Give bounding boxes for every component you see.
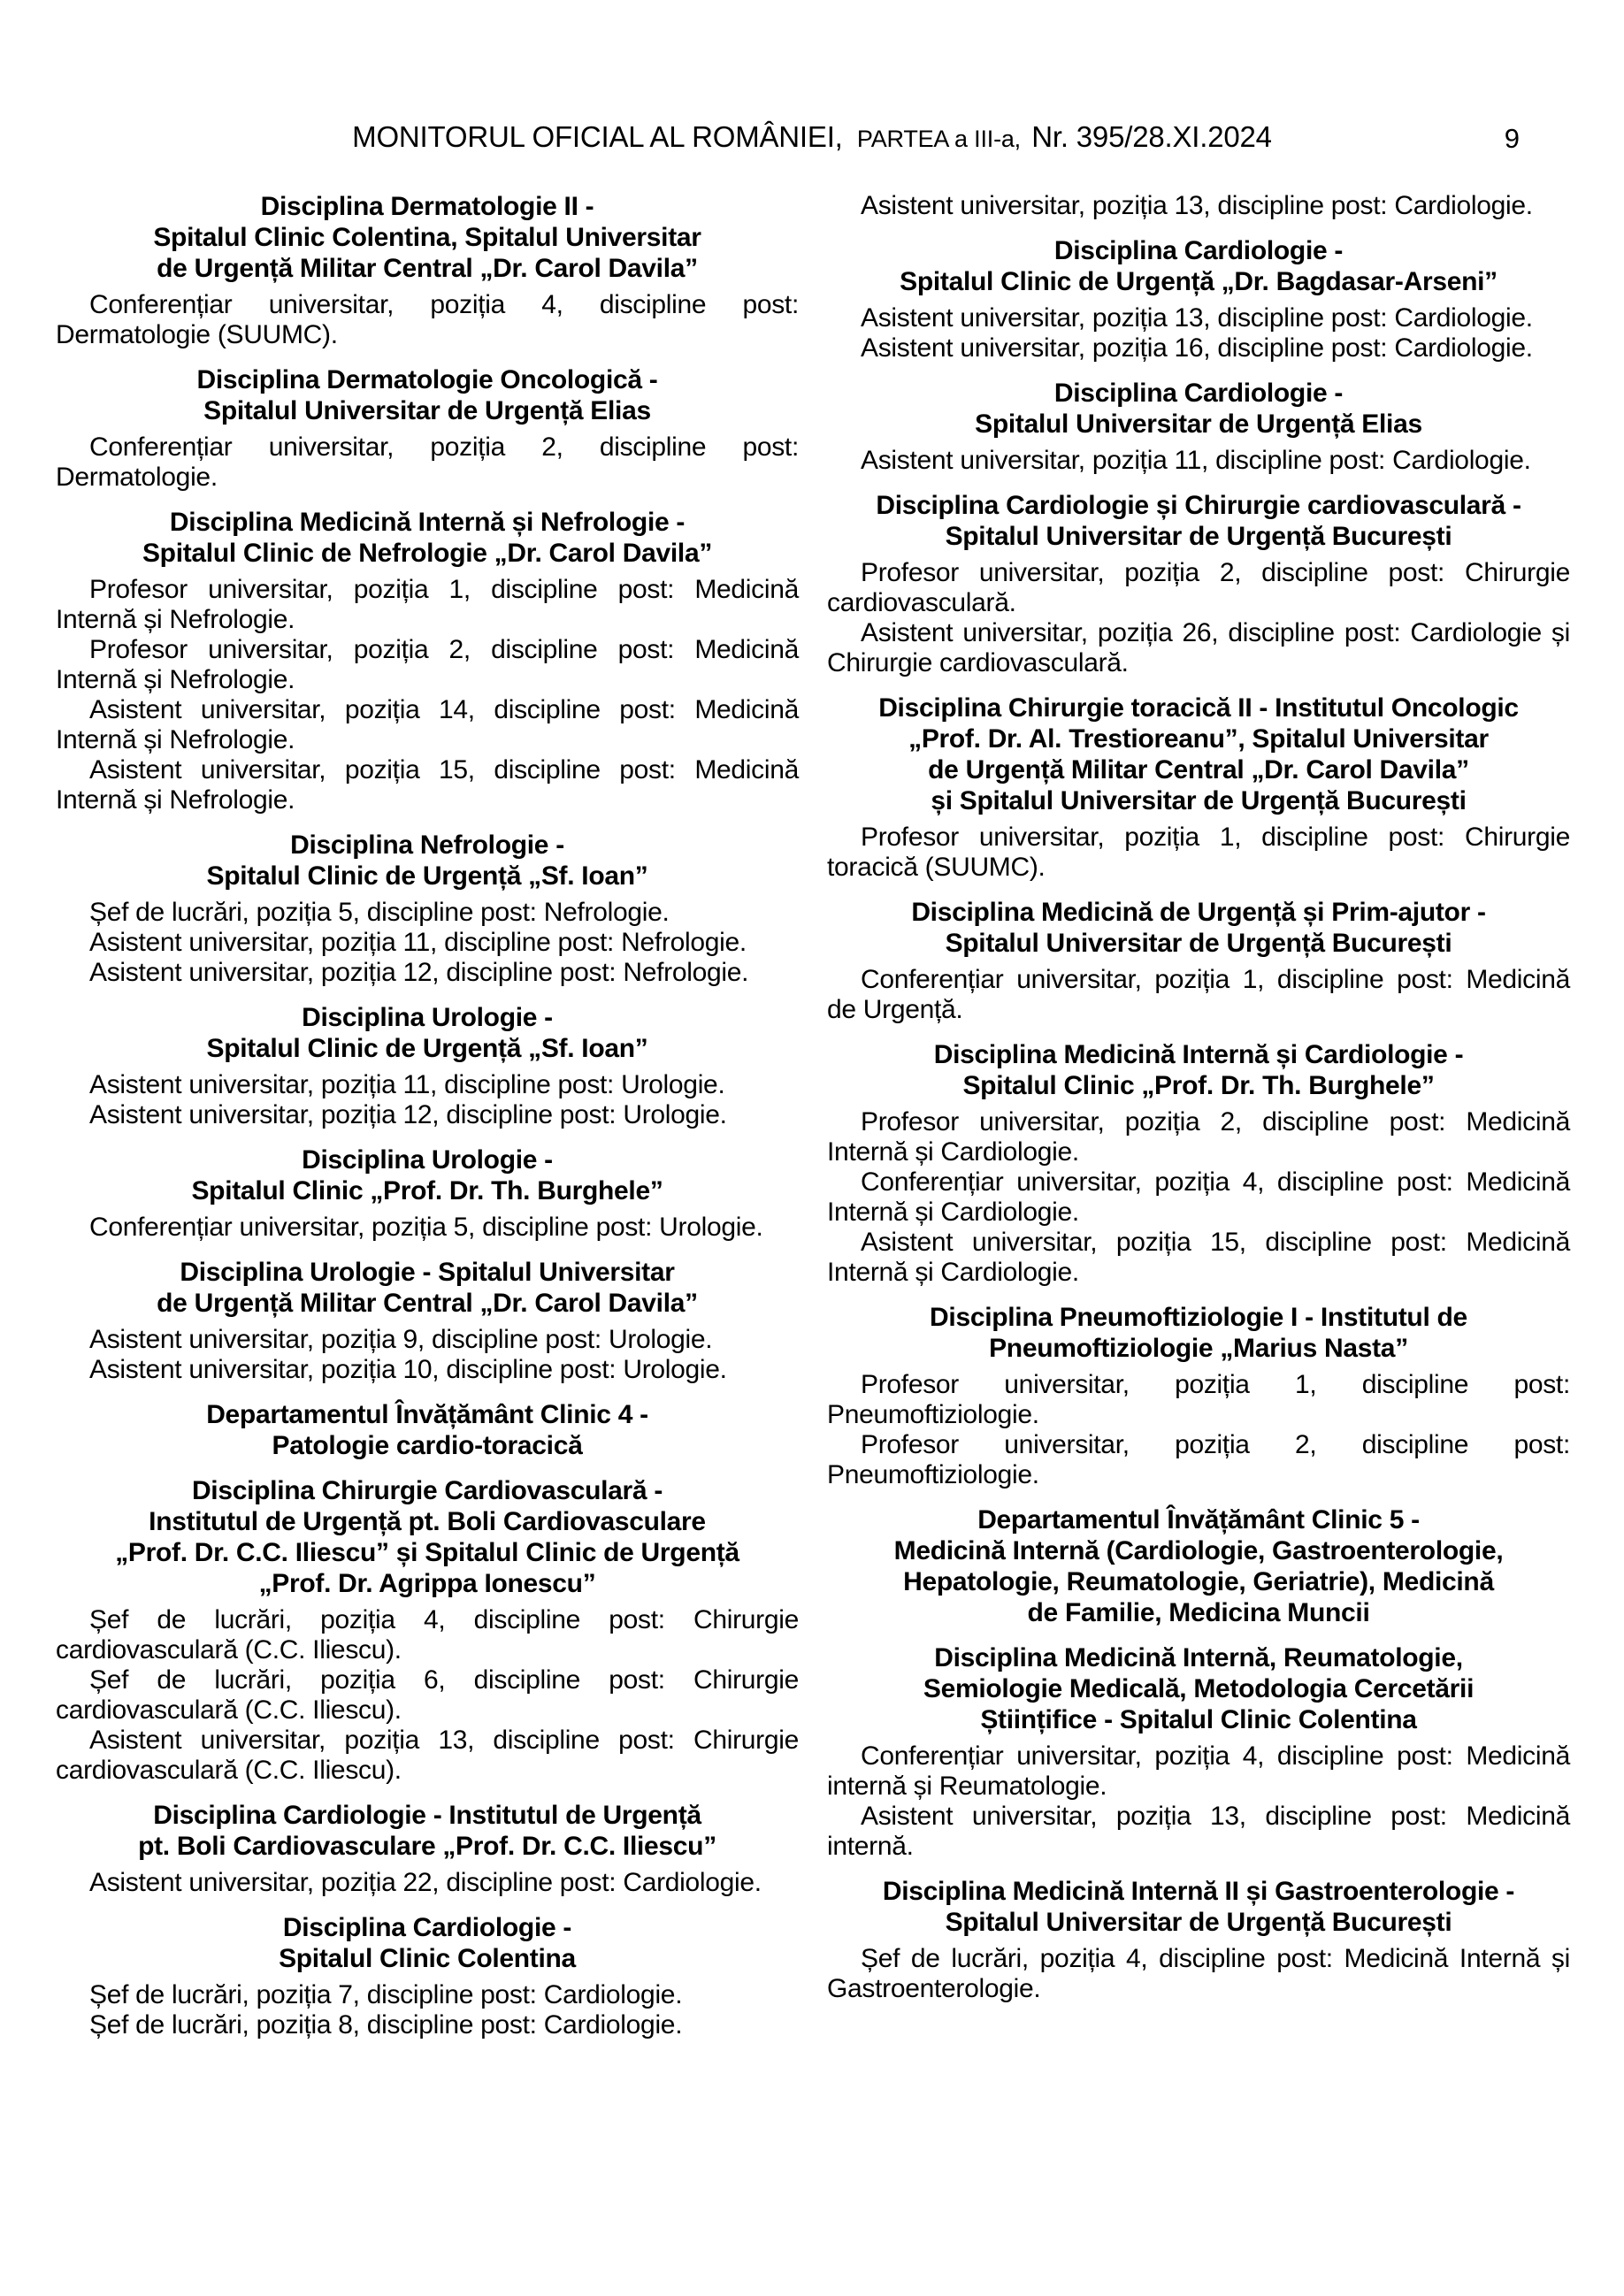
heading-line: Spitalul Clinic de Urgență „Sf. Ioan”: [206, 861, 648, 891]
heading-line: Disciplina Nefrologie -: [290, 830, 564, 860]
heading-line: Spitalul Clinic Colentina: [279, 1944, 576, 1973]
paragraph: Asistent universitar, poziția 13, discipline post: Cardiologie.: [861, 303, 1533, 333]
section-heading: [56, 507, 799, 569]
paragraph: Asistent universitar, poziția 16, discipline post: Cardiologie.: [861, 333, 1533, 363]
heading-line: Spitalul Clinic „Prof. Dr. Th. Burghele”: [191, 1176, 663, 1205]
section-heading: [56, 191, 799, 284]
heading-line: de Urgență Militar Central „Dr. Carol Davila”: [157, 254, 698, 283]
paragraph: Profesor universitar, poziția 2, discipline post: Pneumoftiziologie.: [827, 1430, 1570, 1489]
section-heading: [827, 1504, 1570, 1628]
paragraph: Asistent universitar, poziția 11, discipline post: Cardiologie.: [861, 446, 1531, 475]
heading-line: Disciplina Medicină Internă și Cardiologie -: [933, 1040, 1464, 1069]
heading-line: Pneumoftiziologie „Marius Nasta”: [989, 1334, 1408, 1363]
heading-line: Disciplina Cardiologie -: [1053, 236, 1344, 265]
header-part-label: PARTEA a III-a,: [856, 126, 1021, 152]
paragraph: Șef de lucrări, poziția 7, discipline post: Cardiologie.: [89, 1980, 683, 2009]
heading-line: Spitalul Universitar de Urgență București: [945, 522, 1452, 551]
heading-line: Disciplina Chirurgie toracică II - Institutul Oncologic: [878, 693, 1519, 723]
paragraph: Șef de lucrări, poziția 5, discipline post: Nefrologie.: [89, 898, 670, 927]
heading-line: de Urgență Militar Central „Dr. Carol Davila”: [928, 755, 1469, 784]
heading-line: Medicină Internă (Cardiologie, Gastroenterologie,: [893, 1536, 1504, 1565]
paragraph: Șef de lucrări, poziția 6, discipline post: Chirurgie cardiovasculară (C.C. Iliescu).: [56, 1665, 799, 1725]
heading-line: Spitalul Clinic de Nefrologie „Dr. Carol Davila”: [142, 539, 713, 568]
section-heading: [827, 235, 1570, 297]
header-issue-number: Nr. 395/28.XI.2024: [1031, 120, 1272, 153]
paragraph: Profesor universitar, poziția 2, discipline post: Medicină Internă și Nefrologie.: [56, 635, 799, 694]
section-heading: [56, 1002, 799, 1064]
paragraph: Șef de lucrări, poziția 8, discipline post: Cardiologie.: [89, 2010, 683, 2040]
section-heading: [827, 490, 1570, 552]
heading-line: „Prof. Dr. Agrippa Ionescu”: [258, 1569, 596, 1598]
header-title: MONITORUL OFICIAL AL ROMÂNIEI,: [352, 120, 843, 153]
heading-line: Disciplina Dermatologie Oncologică -: [196, 365, 658, 394]
heading-line: Spitalul Clinic de Urgență „Sf. Ioan”: [206, 1034, 648, 1063]
heading-line: Disciplina Urologie - Spitalul Universitar: [180, 1258, 675, 1287]
heading-line: de Familie, Medicina Muncii: [1027, 1598, 1370, 1627]
heading-line: „Prof. Dr. Al. Trestioreanu”, Spitalul Universitar: [908, 724, 1489, 754]
section-heading: [827, 693, 1570, 816]
paragraph: Conferențiar universitar, poziția 1, discipline post: Medicină de Urgență.: [827, 965, 1570, 1024]
paragraph: Șef de lucrări, poziția 4, discipline post: Chirurgie cardiovasculară (C.C. Iliescu).: [56, 1605, 799, 1665]
section-heading: [56, 1144, 799, 1206]
section-heading: [56, 1399, 799, 1461]
paragraph: Asistent universitar, poziția 11, discipline post: Urologie.: [89, 1070, 725, 1099]
heading-line: Disciplina Medicină Internă II și Gastroenterologie -: [882, 1877, 1515, 1906]
heading-line: Spitalul Clinic „Prof. Dr. Th. Burghele”: [962, 1071, 1435, 1100]
section-heading: [827, 378, 1570, 440]
heading-line: Disciplina Pneumoftiziologie I - Institutul de: [930, 1303, 1467, 1332]
paragraph: Profesor universitar, poziția 2, discipline post: Medicină Internă și Cardiologie.: [827, 1107, 1570, 1167]
column-left: [56, 191, 799, 2040]
paragraph: Șef de lucrări, poziția 4, discipline post: Medicină Internă și Gastroenterologie.: [827, 1944, 1570, 2003]
section-heading: [827, 897, 1570, 959]
section-heading: [56, 1475, 799, 1599]
heading-line: Disciplina Medicină de Urgență și Prim-ajutor -: [911, 898, 1486, 927]
heading-line: Disciplina Cardiologie - Institutul de Urgență: [153, 1801, 701, 1830]
paragraph: Conferențiar universitar, poziția 4, discipline post: Medicină internă și Reumatologie.: [827, 1741, 1570, 1801]
paragraph: Asistent universitar, poziția 11, discipline post: Nefrologie.: [89, 928, 747, 957]
heading-line: Spitalul Universitar de Urgență Elias: [203, 396, 651, 425]
paragraph: Profesor universitar, poziția 2, discipline post: Chirurgie cardiovasculară.: [827, 558, 1570, 617]
document-body: [56, 191, 1570, 2040]
heading-line: Spitalul Universitar de Urgență Elias: [975, 409, 1422, 439]
paragraph: Asistent universitar, poziția 12, discipline post: Urologie.: [89, 1100, 727, 1129]
paragraph: Conferențiar universitar, poziția 5, discipline post: Urologie.: [89, 1213, 763, 1242]
heading-line: Departamentul Învățământ Clinic 5 -: [977, 1505, 1420, 1534]
heading-line: Patologie cardio-toracică: [272, 1431, 583, 1460]
section-heading: [56, 1257, 799, 1319]
section-heading: [827, 1039, 1570, 1101]
heading-line: Disciplina Chirurgie Cardiovasculară -: [191, 1476, 663, 1505]
page-header: [0, 120, 1624, 154]
paragraph: Conferențiar universitar, poziția 4, discipline post: Medicină Internă și Cardiologie.: [827, 1167, 1570, 1227]
heading-line: Disciplina Cardiologie -: [282, 1913, 572, 1942]
heading-line: și Spitalul Universitar de Urgență București: [931, 786, 1467, 815]
heading-line: Disciplina Urologie -: [302, 1003, 553, 1032]
section-heading: [56, 1912, 799, 1974]
paragraph: Conferențiar universitar, poziția 2, discipline post: Dermatologie.: [56, 432, 799, 492]
heading-line: Științifice - Spitalul Clinic Colentina: [980, 1705, 1417, 1734]
heading-line: Spitalul Universitar de Urgență București: [945, 1908, 1452, 1937]
heading-line: „Prof. Dr. C.C. Iliescu” și Spitalul Clinic de Urgență: [115, 1538, 739, 1567]
paragraph: Asistent universitar, poziția 15, discipline post: Medicină Internă și Nefrologie.: [56, 755, 799, 815]
paragraph: Asistent universitar, poziția 15, discipline post: Medicină Internă și Cardiologie.: [827, 1228, 1570, 1287]
page-number: 9: [1504, 123, 1520, 154]
paragraph: Asistent universitar, poziția 13, discipline post: Chirurgie cardiovasculară (C.C. Iliescu).: [56, 1726, 799, 1785]
section-heading: [827, 1876, 1570, 1938]
heading-line: Disciplina Medicină Internă, Reumatologie,: [934, 1643, 1463, 1672]
section-heading: [56, 830, 799, 892]
heading-line: Disciplina Urologie -: [302, 1145, 553, 1175]
heading-line: Hepatologie, Reumatologie, Geriatrie), Medicină: [903, 1567, 1494, 1596]
section-heading: [56, 1800, 799, 1862]
heading-line: Disciplina Cardiologie și Chirurgie cardiovasculară -: [876, 491, 1521, 520]
paragraph: Profesor universitar, poziția 1, discipline post: Medicină Internă și Nefrologie.: [56, 575, 799, 634]
heading-line: Spitalul Universitar de Urgență București: [945, 929, 1452, 958]
paragraph: Asistent universitar, poziția 22, discipline post: Cardiologie.: [89, 1868, 762, 1897]
paragraph: Conferențiar universitar, poziția 4, discipline post: Dermatologie (SUUMC).: [56, 290, 799, 349]
heading-line: Institutul de Urgență pt. Boli Cardiovasculare: [149, 1507, 706, 1536]
paragraph: Asistent universitar, poziția 13, discipline post: Cardiologie.: [861, 191, 1533, 220]
heading-line: Disciplina Medicină Internă și Nefrologie -: [169, 508, 686, 537]
paragraph: Asistent universitar, poziția 26, discipline post: Cardiologie și Chirurgie cardiovasculară.: [827, 618, 1570, 677]
heading-line: Disciplina Dermatologie II -: [260, 192, 594, 221]
section-heading: [56, 364, 799, 426]
heading-line: Spitalul Clinic de Urgență „Dr. Bagdasar-Arseni”: [900, 267, 1498, 296]
heading-line: Spitalul Clinic Colentina, Spitalul Universitar: [153, 223, 701, 252]
paragraph: Asistent universitar, poziția 10, discipline post: Urologie.: [89, 1355, 727, 1384]
heading-line: Departamentul Învățământ Clinic 4 -: [206, 1400, 648, 1429]
paragraph: Asistent universitar, poziția 12, discipline post: Nefrologie.: [89, 958, 749, 987]
paragraph: Profesor universitar, poziția 1, discipline post: Pneumoftiziologie.: [827, 1370, 1570, 1429]
paragraph: Asistent universitar, poziția 13, discipline post: Medicină internă.: [827, 1802, 1570, 1861]
paragraph: Asistent universitar, poziția 14, discipline post: Medicină Internă și Nefrologie.: [56, 695, 799, 754]
heading-line: Semiologie Medicală, Metodologia Cercetării: [923, 1674, 1475, 1703]
column-right: [827, 191, 1570, 2040]
paragraph: Profesor universitar, poziția 1, discipline post: Chirurgie toracică (SUUMC).: [827, 823, 1570, 882]
section-heading: [827, 1302, 1570, 1364]
section-heading: [827, 1642, 1570, 1735]
heading-line: Disciplina Cardiologie -: [1053, 379, 1344, 408]
heading-line: pt. Boli Cardiovasculare „Prof. Dr. C.C. Iliescu”: [138, 1832, 716, 1861]
paragraph: Asistent universitar, poziția 9, discipline post: Urologie.: [89, 1325, 713, 1354]
heading-line: de Urgență Militar Central „Dr. Carol Davila”: [157, 1289, 698, 1318]
